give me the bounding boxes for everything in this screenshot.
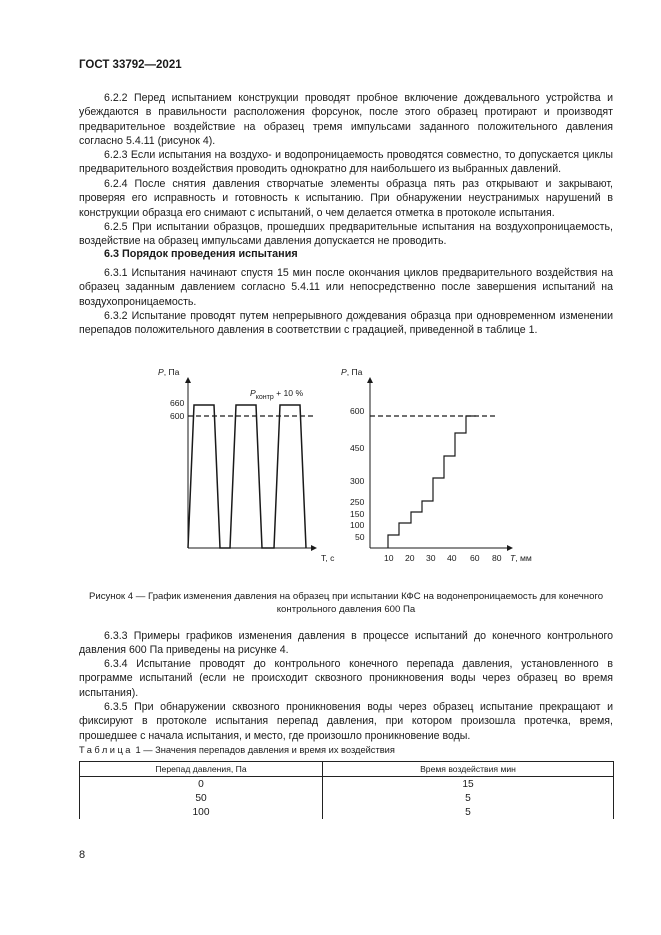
section-heading: 6.3 Порядок проведения испытания xyxy=(104,248,298,260)
right-ytick-100: 100 xyxy=(350,520,365,530)
right-ytick-600: 600 xyxy=(350,406,365,416)
right-ytick-50: 50 xyxy=(355,532,365,542)
right-ytick-300: 300 xyxy=(350,476,365,486)
paragraph-6-3-2: 6.3.2 Испытание проводят путем непрерывного дождевания образца при одновременном изменении перепадов положительного давления в соответствии с градацией, приведенной в таблице 1. xyxy=(79,310,613,337)
right-xtick-20: 20 xyxy=(405,553,415,563)
right-y-label: P, Па xyxy=(341,367,363,377)
right-ytick-450: 450 xyxy=(350,443,365,453)
cell-duration: 5 xyxy=(323,805,614,819)
paragraph-6-2-5: 6.2.5 При испытании образцов, прошедших предварительные испытания на воздухопроницаемость, воздействие на образец импульсами давления допускается не проводить. xyxy=(79,221,613,248)
paragraph-6-2-3: 6.2.3 Если испытания на воздухо- и водопроницаемость проводятся совместно, то допускается циклы предварительного воздействия проводить однократно для наибольшего из выбранных давлений. xyxy=(79,149,613,176)
paragraph-6-3-3: 6.3.3 Примеры графиков изменения давления в процессе испытаний до конечного контрольного давления 600 Па приведены на рисунке 4. xyxy=(79,630,613,657)
cell-pressure: 0 xyxy=(80,777,323,792)
left-ytick-660: 660 xyxy=(170,398,185,408)
right-xtick-60: 60 xyxy=(470,553,480,563)
table-row xyxy=(80,777,614,792)
document-header: ГОСТ 33792—2021 xyxy=(79,59,182,71)
chart-left xyxy=(158,367,335,563)
paragraph-6-2-4: 6.2.4 После снятия давления створчатые элементы образца пять раз открывают и закрывают, проверяя его исправность и готовность к испытанию. При обнаружении неустранимых нарушений в конструкции образца его снимают с испытаний, о чем делается отметка в протоколе испытания. xyxy=(79,178,613,219)
left-x-label: T, с xyxy=(321,553,335,563)
paragraph-6-3-5: 6.3.5 При обнаружении сквозного проникновения воды через образец испытание прекращают и фиксируют в протоколе испытания перепад давления, при котором произошла протечка, время, прошедшее с начала испытания, и место, где произошло проникновение воды. xyxy=(79,701,613,742)
right-xtick-80: 80 xyxy=(492,553,502,563)
table-header-row xyxy=(80,762,614,777)
cell-pressure: 50 xyxy=(80,791,323,805)
page-number: 8 xyxy=(79,849,86,861)
table-caption xyxy=(79,745,395,755)
right-ytick-250: 250 xyxy=(350,497,365,507)
cell-duration: 15 xyxy=(323,777,614,792)
header-duration: Время воздействия мин xyxy=(323,762,614,777)
paragraph-6-3-1: 6.3.1 Испытания начинают спустя 15 мин после окончания циклов предварительного воздействия на образец заданным давлением согласно 5.4.11 или непосредственно после завершения испытаний на воздухопроницаемость. xyxy=(79,267,613,308)
pressure-table xyxy=(79,761,614,819)
table-caption-label: Таблица xyxy=(79,745,133,755)
cell-duration: 5 xyxy=(323,791,614,805)
paragraph-6-2-2: 6.2.2 Перед испытанием конструкции проводят пробное включение дождевального устройства и убеждаются в правильности расположения форсунок, после этого образец протирают и производят предварительное воздействие на образец тремя импульсами заданного положительного давления согласно 5.4.11 (рисунок 4). xyxy=(79,92,613,148)
chart-right xyxy=(341,367,532,563)
header-pressure: Перепад давления, Па xyxy=(80,762,323,777)
right-ytick-150: 150 xyxy=(350,509,365,519)
table-caption-text: 1 — Значения перепадов давления и время их воздействия xyxy=(132,745,395,755)
right-x-label: T, мм xyxy=(510,553,532,563)
cell-pressure: 100 xyxy=(80,805,323,819)
right-xtick-10: 10 xyxy=(384,553,394,563)
figure-caption: Рисунок 4 — График изменения давления на образец при испытании КФС на водонепроницаемость для конечного контрольного давления 600 Па xyxy=(88,591,604,615)
right-xtick-40: 40 xyxy=(447,553,457,563)
left-y-label: P, Па xyxy=(158,367,180,377)
left-ytick-600: 600 xyxy=(170,411,185,421)
paragraph-6-3-4: 6.3.4 Испытание проводят до контрольного конечного перепада давления, установленного в программе испытаний (если не происходит сквозного проникновения воды через образец во время испытания). xyxy=(79,658,613,699)
pulse-series xyxy=(188,405,306,548)
right-xtick-30: 30 xyxy=(426,553,436,563)
table-row xyxy=(80,805,614,819)
table-row xyxy=(80,791,614,805)
step-series xyxy=(388,416,476,548)
left-annotation: $P_{контр} + 10$ % xyxy=(250,388,304,401)
